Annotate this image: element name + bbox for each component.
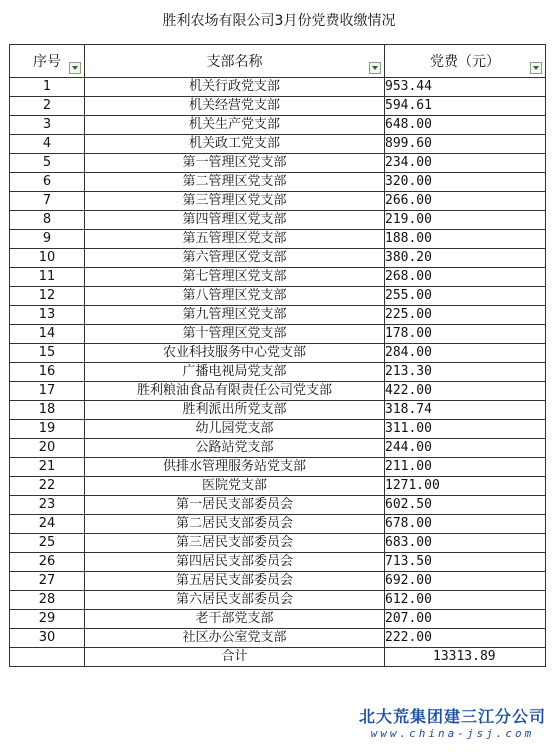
row-seq[interactable]: 16 bbox=[10, 363, 85, 382]
row-fee[interactable]: 268.00 bbox=[385, 268, 546, 287]
header-seq bbox=[10, 45, 85, 78]
row-seq[interactable]: 9 bbox=[10, 230, 85, 249]
total-row bbox=[10, 648, 546, 667]
row-fee[interactable]: 648.00 bbox=[385, 116, 546, 135]
row-fee[interactable]: 320.00 bbox=[385, 173, 546, 192]
table-row bbox=[10, 173, 546, 192]
table-row bbox=[10, 363, 546, 382]
table-row bbox=[10, 572, 546, 591]
row-seq[interactable]: 24 bbox=[10, 515, 85, 534]
row-branch-name[interactable]: 广播电视局党支部 bbox=[85, 363, 385, 382]
row-seq[interactable]: 5 bbox=[10, 154, 85, 173]
row-fee[interactable]: 266.00 bbox=[385, 192, 546, 211]
table-row bbox=[10, 135, 546, 154]
row-fee[interactable]: 683.00 bbox=[385, 534, 546, 553]
header-fee-label: 党费（元） bbox=[430, 54, 500, 70]
row-fee[interactable]: 318.74 bbox=[385, 401, 546, 420]
table-row bbox=[10, 230, 546, 249]
row-seq[interactable]: 22 bbox=[10, 477, 85, 496]
filter-dropdown-icon[interactable] bbox=[530, 62, 542, 74]
table-row bbox=[10, 610, 546, 629]
row-branch-name[interactable]: 机关经营党支部 bbox=[85, 97, 385, 116]
table-row bbox=[10, 496, 546, 515]
table-row bbox=[10, 553, 546, 572]
row-fee[interactable]: 311.00 bbox=[385, 420, 546, 439]
row-fee[interactable]: 211.00 bbox=[385, 458, 546, 477]
row-seq[interactable]: 25 bbox=[10, 534, 85, 553]
row-fee[interactable]: 422.00 bbox=[385, 382, 546, 401]
row-seq[interactable]: 28 bbox=[10, 591, 85, 610]
table-row bbox=[10, 306, 546, 325]
table-row bbox=[10, 458, 546, 477]
table-row bbox=[10, 325, 546, 344]
row-fee[interactable]: 713.50 bbox=[385, 553, 546, 572]
row-branch-name[interactable]: 机关生产党支部 bbox=[85, 116, 385, 135]
table-row bbox=[10, 268, 546, 287]
row-branch-name[interactable]: 胜利粮油食品有限责任公司党支部 bbox=[85, 382, 385, 401]
filter-dropdown-icon[interactable] bbox=[69, 62, 81, 74]
watermark bbox=[359, 704, 546, 740]
table-row bbox=[10, 192, 546, 211]
row-fee[interactable]: 678.00 bbox=[385, 515, 546, 534]
row-branch-name[interactable]: 第六管理区党支部 bbox=[85, 249, 385, 268]
row-fee[interactable]: 244.00 bbox=[385, 439, 546, 458]
row-seq[interactable]: 13 bbox=[10, 306, 85, 325]
total-empty-cell[interactable] bbox=[10, 648, 85, 667]
row-seq[interactable]: 21 bbox=[10, 458, 85, 477]
row-branch-name[interactable]: 第一居民支部委员会 bbox=[85, 496, 385, 515]
header-row bbox=[10, 45, 546, 78]
row-fee[interactable]: 178.00 bbox=[385, 325, 546, 344]
header-branch bbox=[85, 45, 385, 78]
row-branch-name[interactable]: 第四管理区党支部 bbox=[85, 211, 385, 230]
row-branch-name[interactable]: 第六居民支部委员会 bbox=[85, 591, 385, 610]
header-seq-label: 序号 bbox=[33, 54, 61, 70]
row-branch-name[interactable]: 第九管理区党支部 bbox=[85, 306, 385, 325]
total-label[interactable]: 合计 bbox=[85, 648, 385, 667]
row-fee[interactable]: 234.00 bbox=[385, 154, 546, 173]
row-fee[interactable]: 207.00 bbox=[385, 610, 546, 629]
row-branch-name[interactable]: 供排水管理服务站党支部 bbox=[85, 458, 385, 477]
row-seq[interactable]: 2 bbox=[10, 97, 85, 116]
row-fee[interactable]: 1271.00 bbox=[385, 477, 546, 496]
row-fee[interactable]: 219.00 bbox=[385, 211, 546, 230]
row-branch-name[interactable]: 公路站党支部 bbox=[85, 439, 385, 458]
row-branch-name[interactable]: 第二居民支部委员会 bbox=[85, 515, 385, 534]
total-fee[interactable]: 13313.89 bbox=[385, 648, 546, 667]
row-seq[interactable]: 30 bbox=[10, 629, 85, 648]
row-seq[interactable]: 3 bbox=[10, 116, 85, 135]
header-branch-label: 支部名称 bbox=[206, 54, 263, 70]
table-row bbox=[10, 515, 546, 534]
row-branch-name[interactable]: 第一管理区党支部 bbox=[85, 154, 385, 173]
row-seq[interactable]: 1 bbox=[10, 78, 85, 97]
row-fee[interactable]: 899.60 bbox=[385, 135, 546, 154]
row-branch-name[interactable]: 老干部党支部 bbox=[85, 610, 385, 629]
table-row bbox=[10, 116, 546, 135]
table-row bbox=[10, 97, 546, 116]
filter-dropdown-icon[interactable] bbox=[369, 62, 381, 74]
row-seq[interactable]: 29 bbox=[10, 610, 85, 629]
row-branch-name[interactable]: 第二管理区党支部 bbox=[85, 173, 385, 192]
row-seq[interactable]: 4 bbox=[10, 135, 85, 154]
row-branch-name[interactable]: 幼儿园党支部 bbox=[85, 420, 385, 439]
row-seq[interactable]: 26 bbox=[10, 553, 85, 572]
row-branch-name[interactable]: 第八管理区党支部 bbox=[85, 287, 385, 306]
row-branch-name[interactable]: 第七管理区党支部 bbox=[85, 268, 385, 287]
row-fee[interactable]: 380.20 bbox=[385, 249, 546, 268]
row-seq[interactable]: 14 bbox=[10, 325, 85, 344]
table-row bbox=[10, 78, 546, 97]
row-fee[interactable]: 222.00 bbox=[385, 629, 546, 648]
row-seq[interactable]: 20 bbox=[10, 439, 85, 458]
table-row bbox=[10, 439, 546, 458]
row-seq[interactable]: 8 bbox=[10, 211, 85, 230]
table-body bbox=[10, 78, 546, 667]
row-fee[interactable]: 188.00 bbox=[385, 230, 546, 249]
table-row bbox=[10, 211, 546, 230]
row-fee[interactable]: 284.00 bbox=[385, 344, 546, 363]
table-row bbox=[10, 420, 546, 439]
row-branch-name[interactable]: 机关行政党支部 bbox=[85, 78, 385, 97]
row-branch-name[interactable]: 医院党支部 bbox=[85, 477, 385, 496]
row-fee[interactable]: 255.00 bbox=[385, 287, 546, 306]
row-seq[interactable]: 23 bbox=[10, 496, 85, 515]
table-row bbox=[10, 287, 546, 306]
row-seq[interactable]: 6 bbox=[10, 173, 85, 192]
row-branch-name[interactable]: 胜利派出所党支部 bbox=[85, 401, 385, 420]
row-fee[interactable]: 213.30 bbox=[385, 363, 546, 382]
table-row bbox=[10, 154, 546, 173]
row-fee[interactable]: 225.00 bbox=[385, 306, 546, 325]
watermark-url: www.china-jsj.com bbox=[370, 727, 535, 740]
row-seq[interactable]: 10 bbox=[10, 249, 85, 268]
row-seq[interactable]: 12 bbox=[10, 287, 85, 306]
row-seq[interactable]: 27 bbox=[10, 572, 85, 591]
row-fee[interactable]: 692.00 bbox=[385, 572, 546, 591]
row-fee[interactable]: 602.50 bbox=[385, 496, 546, 515]
watermark-name: 北大荒集团建三江分公司 bbox=[358, 707, 546, 726]
row-fee[interactable]: 594.61 bbox=[385, 97, 546, 116]
table-row bbox=[10, 401, 546, 420]
row-seq[interactable]: 15 bbox=[10, 344, 85, 363]
table-row bbox=[10, 629, 546, 648]
table-row bbox=[10, 477, 546, 496]
row-seq[interactable]: 7 bbox=[10, 192, 85, 211]
row-branch-name[interactable]: 第十管理区党支部 bbox=[85, 325, 385, 344]
row-branch-name[interactable]: 机关政工党支部 bbox=[85, 135, 385, 154]
row-branch-name[interactable]: 社区办公室党支部 bbox=[85, 629, 385, 648]
row-branch-name[interactable]: 第三管理区党支部 bbox=[85, 192, 385, 211]
table-row bbox=[10, 249, 546, 268]
table-row bbox=[10, 534, 546, 553]
header-fee bbox=[385, 45, 546, 78]
row-branch-name[interactable]: 第三居民支部委员会 bbox=[85, 534, 385, 553]
row-branch-name[interactable]: 第四居民支部委员会 bbox=[85, 553, 385, 572]
row-branch-name[interactable]: 第五管理区党支部 bbox=[85, 230, 385, 249]
dues-table bbox=[9, 44, 546, 667]
table-row bbox=[10, 344, 546, 363]
row-seq[interactable]: 19 bbox=[10, 420, 85, 439]
row-branch-name[interactable]: 第五居民支部委员会 bbox=[85, 572, 385, 591]
table-row bbox=[10, 382, 546, 401]
row-branch-name[interactable]: 农业科技服务中心党支部 bbox=[85, 344, 385, 363]
page-title: 胜利农场有限公司3月份党费收缴情况 bbox=[162, 13, 396, 29]
row-fee[interactable]: 953.44 bbox=[385, 78, 546, 97]
row-seq[interactable]: 17 bbox=[10, 382, 85, 401]
row-fee[interactable]: 612.00 bbox=[385, 591, 546, 610]
table-row bbox=[10, 591, 546, 610]
row-seq[interactable]: 11 bbox=[10, 268, 85, 287]
row-seq[interactable]: 18 bbox=[10, 401, 85, 420]
